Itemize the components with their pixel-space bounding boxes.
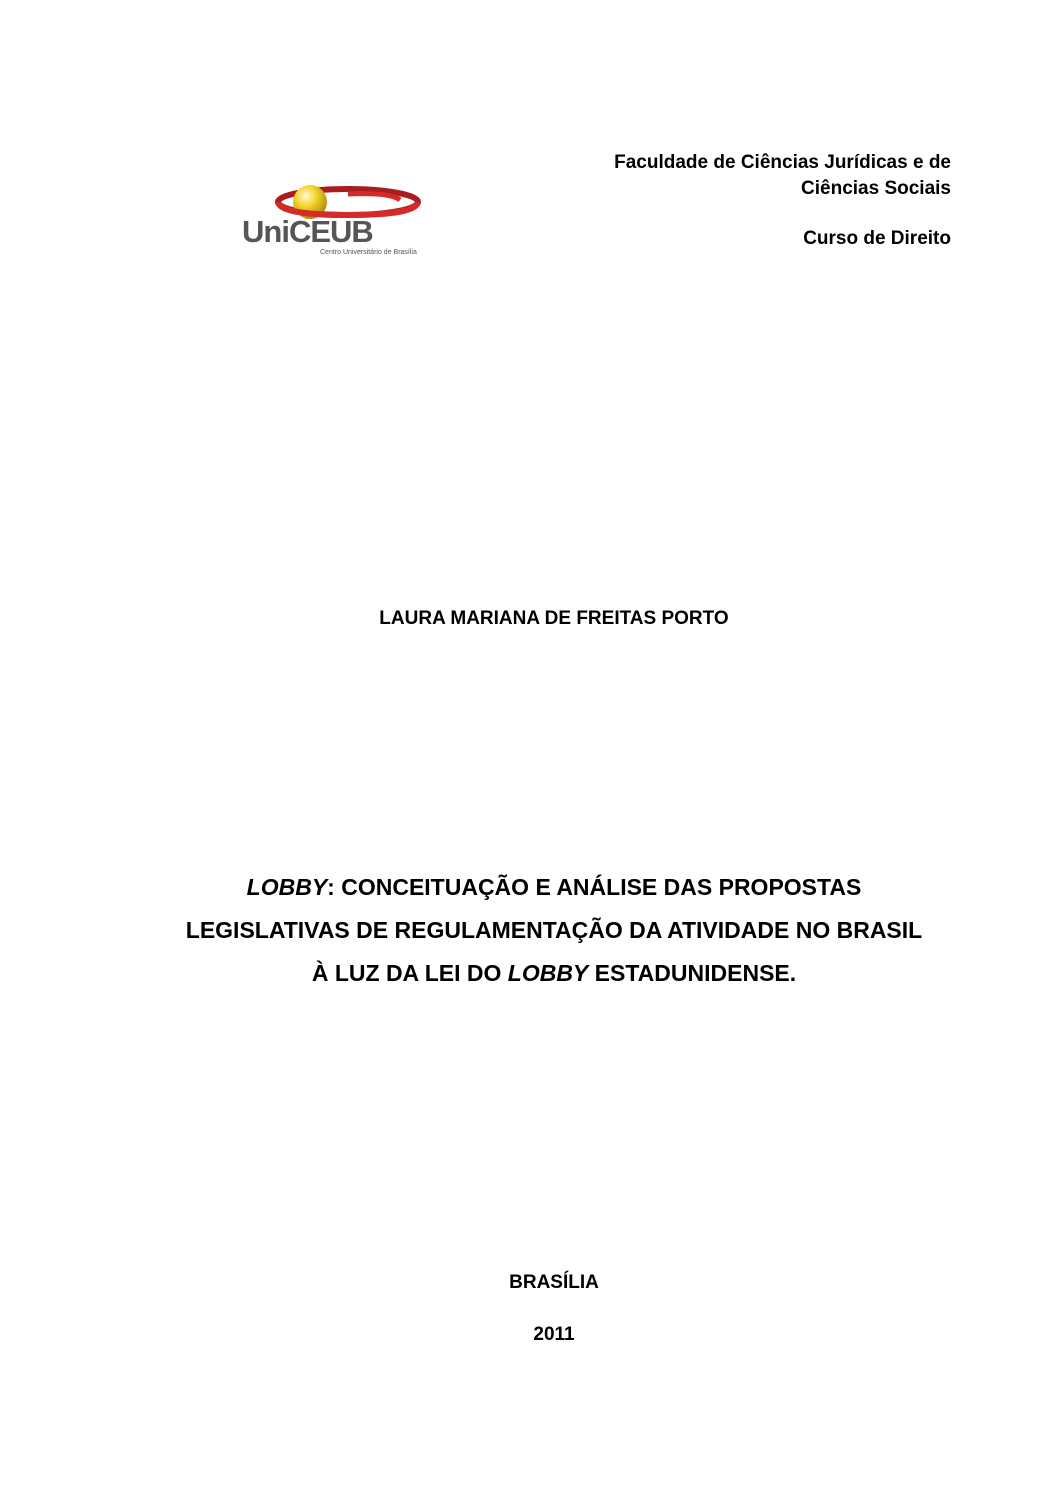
title-line-1: LOBBY: CONCEITUAÇÃO E ANÁLISE DAS PROPOSTAS [246, 874, 862, 900]
logo-tagline: Centro Universitário de Brasília [320, 249, 417, 256]
document-title [0, 866, 1058, 995]
title-italic-term: LOBBY [246, 874, 328, 900]
year: 2011 [533, 1324, 575, 1345]
title-line-3: À LUZ DA LEI DO LOBBY ESTADUNIDENSE. [311, 960, 797, 986]
course-name: Curso de Direito [803, 228, 951, 249]
institution-header [531, 150, 951, 252]
city: BRASÍLIA [509, 1272, 599, 1293]
title-italic-term: LOBBY [507, 960, 589, 986]
uniceub-logo [240, 182, 452, 258]
author-name: LAURA MARIANA DE FREITAS PORTO [379, 608, 729, 629]
faculty-line-2: Ciências Sociais [801, 178, 951, 199]
title-line-2: LEGISLATIVAS DE REGULAMENTAÇÃO DA ATIVIDADE NO BRASIL [185, 917, 923, 943]
logo-wordmark: UniCEUB [242, 214, 373, 249]
faculty-line-1: Faculdade de Ciências Jurídicas e de [614, 152, 951, 173]
